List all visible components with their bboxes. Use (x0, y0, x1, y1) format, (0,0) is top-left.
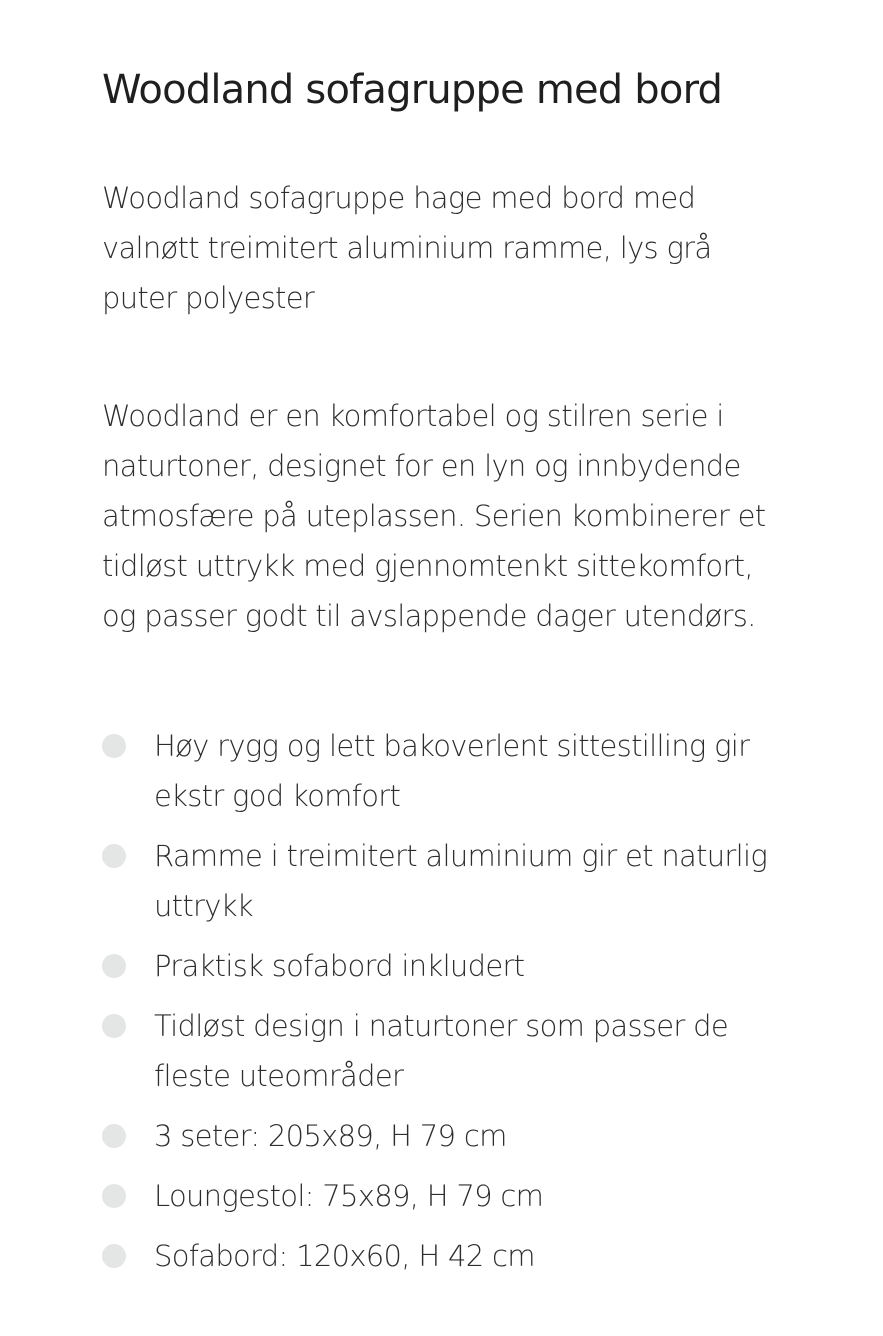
feature-list (102, 721, 792, 1281)
feature-text: Tidløst design i naturtoner som passer de fleste uteområder (154, 1009, 729, 1093)
feature-text: Ramme i treimitert aluminium gir et naturlig uttrykk (154, 839, 768, 923)
list-item (102, 831, 792, 931)
bullet-icon (102, 734, 126, 758)
bullet-icon (102, 1184, 126, 1208)
bullet-icon (102, 1244, 126, 1268)
feature-text: Loungestol: 75x89, H 79 cm (154, 1179, 544, 1213)
list-item (102, 1001, 792, 1101)
list-item (102, 721, 792, 821)
list-item (102, 1171, 792, 1221)
page-title: Woodland sofagruppe med bord (102, 67, 723, 113)
list-item (102, 1111, 792, 1161)
product-intro: Woodland sofagruppe hage med bord med valnøtt treimitert aluminium ramme, lys grå puter polyester (102, 181, 712, 315)
product-description (102, 62, 792, 1291)
bullet-icon (102, 1014, 126, 1038)
feature-text: Høy rygg og lett bakoverlent sittestilling gir ekstr god komfort (154, 729, 750, 813)
list-item (102, 1231, 792, 1281)
list-item (102, 941, 792, 991)
bullet-icon (102, 844, 126, 868)
bullet-icon (102, 954, 126, 978)
feature-text: 3 seter: 205x89, H 79 cm (154, 1119, 507, 1153)
feature-text: Sofabord: 120x60, H 42 cm (154, 1239, 535, 1273)
feature-text: Praktisk sofabord inkludert (154, 949, 525, 983)
product-description-text: Woodland er en komfortabel og stilren serie i naturtoner, designet for en lyn og innbydende atmosfære på uteplassen. Serien kombinerer et tidløst uttrykk med gjennomtenkt sittekomfort, og passer godt til avslappende dager utendørs. (102, 399, 766, 633)
bullet-icon (102, 1124, 126, 1148)
